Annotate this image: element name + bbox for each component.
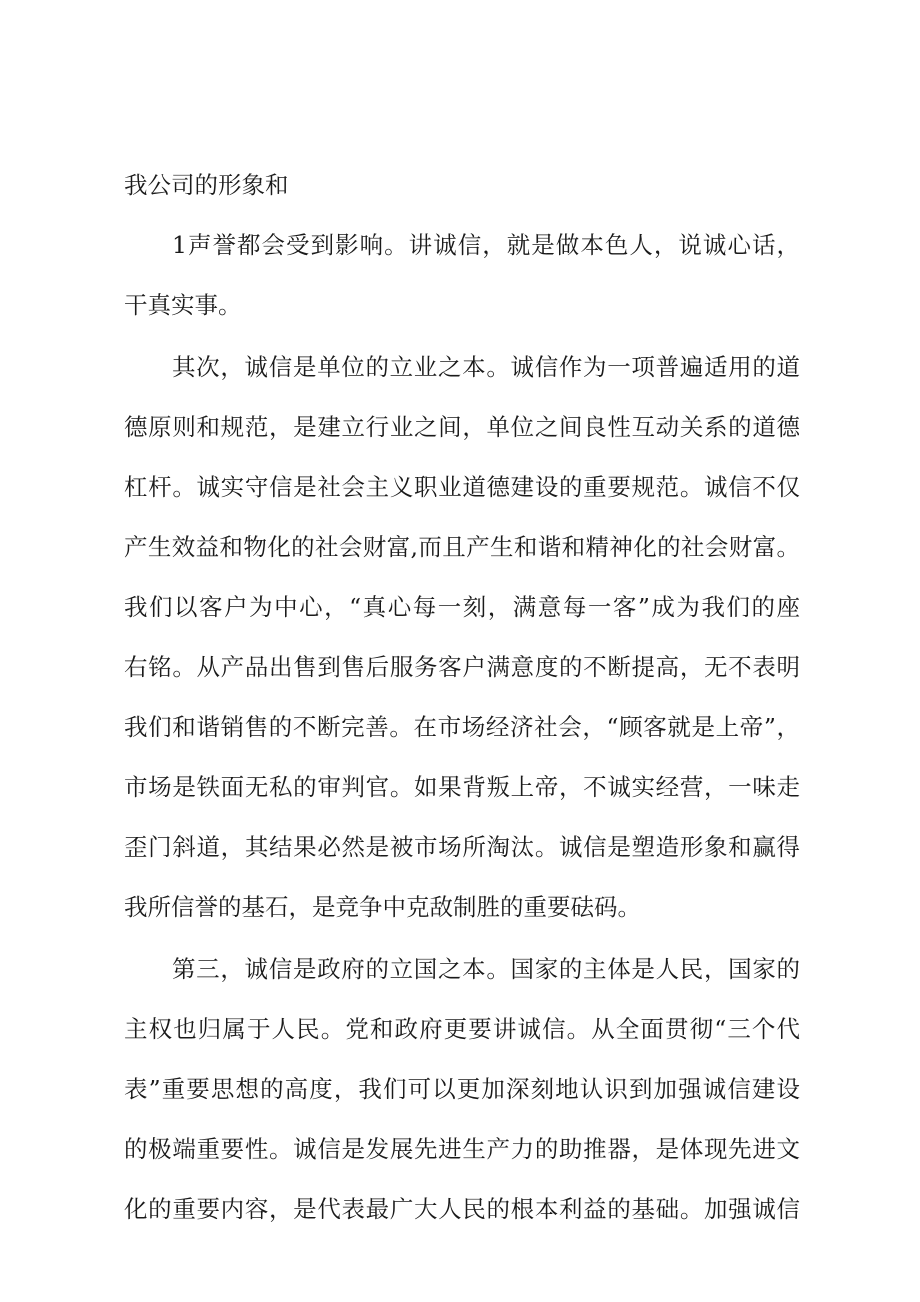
text-line: 市场是铁面无私的审判官。如果背叛上帝，不诚实经营，一味走 xyxy=(124,773,800,801)
text-line: 第三，诚信是政府的立国之本。国家的主体是人民，国家的 xyxy=(172,955,800,983)
text-line: 的极端重要性。诚信是发展先进生产力的助推器，是体现先进文 xyxy=(124,1135,800,1163)
text-line: 歪门斜道，其结果必然是被市场所淘汰。诚信是塑造形象和赢得 xyxy=(124,833,800,861)
text-line: 我公司的形象和 xyxy=(124,171,289,199)
text-line: 化的重要内容，是代表最广大人民的根本利益的基础。加强诚信 xyxy=(124,1195,800,1223)
text-line: 1声誉都会受到影响。讲诚信，就是做本色人，说诚心话， xyxy=(172,231,800,259)
text-line: 其次，诚信是单位的立业之本。诚信作为一项普遍适用的道 xyxy=(172,353,800,381)
text-line: 我所信誉的基石，是竞争中克敌制胜的重要砝码。 xyxy=(124,893,641,921)
text-line: 杠杆。诚实守信是社会主义职业道德建设的重要规范。诚信不仅 xyxy=(124,473,800,501)
text-line: 右铭。从产品出售到售后服务客户满意度的不断提高，无不表明 xyxy=(124,653,800,681)
text-line: 德原则和规范，是建立行业之间，单位之间良性互动关系的道德 xyxy=(124,413,800,441)
text-line: 产生效益和物化的社会财富,而且产生和谐和精神化的社会财富。 xyxy=(124,533,800,561)
text-line: 我们以客户为中心，“真心每一刻，满意每一客”成为我们的座 xyxy=(124,593,800,621)
text-line: 我们和谐销售的不断完善。在市场经济社会，“顾客就是上帝”， xyxy=(124,713,800,741)
text-line: 表”重要思想的高度，我们可以更加深刻地认识到加强诚信建设 xyxy=(124,1075,800,1103)
text-line: 主权也归属于人民。党和政府更要讲诚信。从全面贯彻“三个代 xyxy=(124,1015,800,1043)
text-line: 干真实事。 xyxy=(124,291,242,319)
